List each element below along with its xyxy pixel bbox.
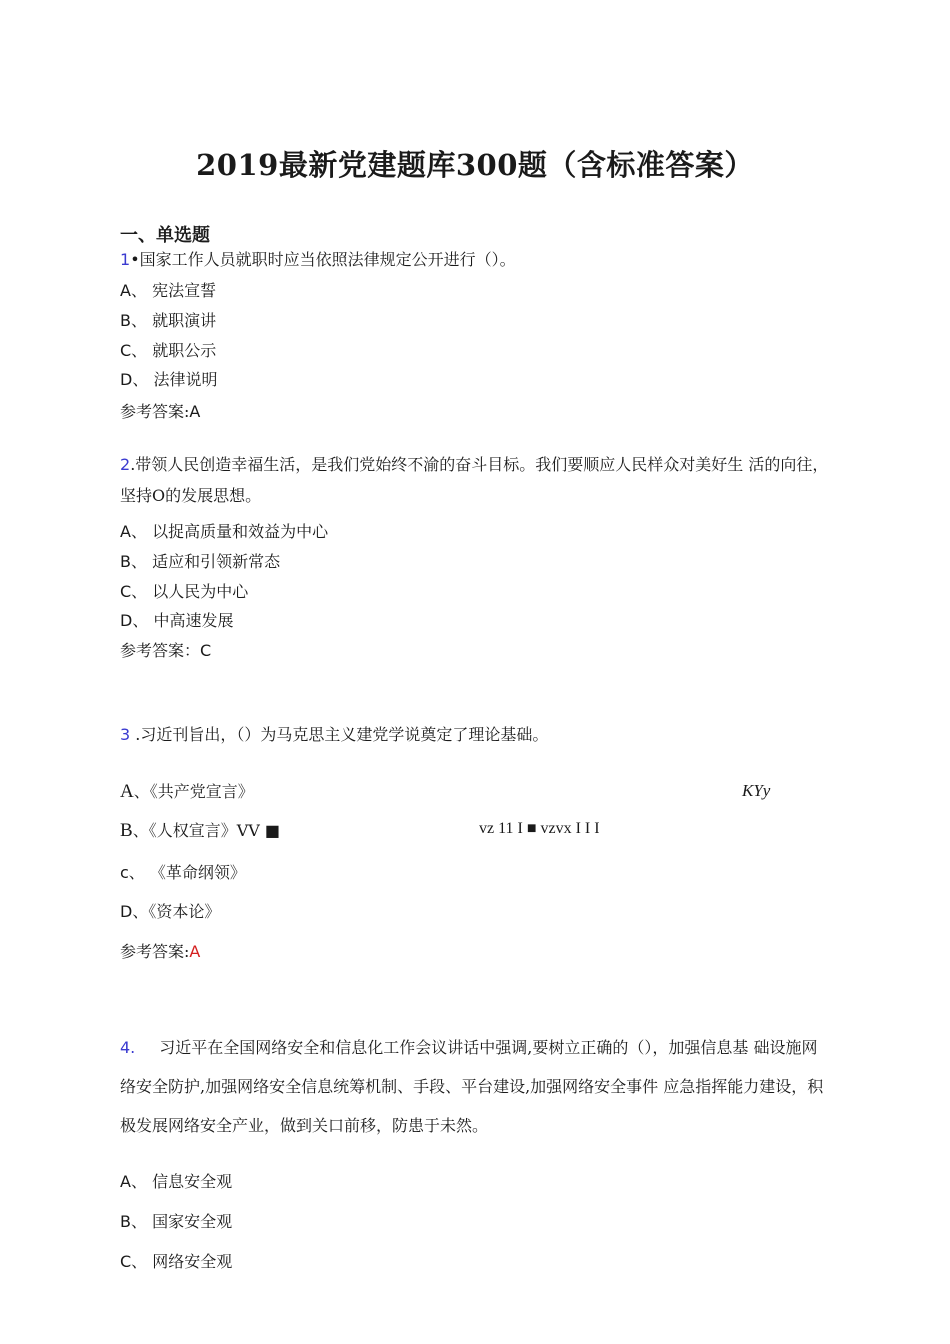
question-3-number: 3: [120, 725, 131, 744]
page-title: 2019最新党建题库300题（含标准答案）: [196, 148, 754, 182]
question-2-option-b: B、 适应和引领新常态: [120, 552, 281, 571]
question-2-answer-value: C: [200, 641, 212, 660]
question-1-bullet: •: [130, 250, 140, 269]
question-1-answer-value: A: [189, 402, 201, 421]
question-2-text: .带领人民创造幸福生活，是我们党始终不渝的奋斗目标。我们要顺应人民样众对美好生 活的向往，坚持O的发展思想。: [120, 455, 829, 505]
question-3-option-b: B、《人权宣言》VV ■: [120, 820, 281, 841]
question-3-noise-a: KYy: [742, 781, 771, 800]
question-2-option-d: D、 中高速发展: [120, 611, 234, 630]
question-1: [120, 247, 516, 270]
question-1-answer: 参考答案:A: [120, 402, 201, 421]
question-1-text: 国家工作人员就职时应当依照法律规定公开进行（）。: [139, 250, 516, 269]
question-1-option-c: C、 就职公示: [120, 341, 217, 360]
question-1-option-d: D、 法律说明: [120, 370, 218, 389]
question-4-text: 习近平在全国网络安全和信息化工作会议讲话中强调,要树立正确的（），加强信息基 础设施网络安全防护,加强网络安全信息统筹机制、手段、平台建设,加强网络安全事件 应急指挥能力建设，积极发展网络安全产业，做到关口前移，防患于未然。: [120, 1038, 824, 1135]
question-2-option-c: C、 以人民为中心: [120, 582, 249, 601]
question-4-number: 4.: [120, 1038, 136, 1057]
question-3-answer-value: A: [189, 942, 201, 961]
question-3-option-c: c、 《革命纲领》: [120, 863, 246, 882]
question-2-option-a: A、 以捉高质量和效益为中心: [120, 522, 329, 541]
question-2-answer: 参考答案：C: [120, 641, 212, 660]
question-3-noise-b: vz 11 I ■ vzvx I I I: [479, 820, 600, 837]
question-3-option-a: A、《共产党宣言》: [120, 781, 254, 802]
question-4-option-b: B、 国家安全观: [120, 1212, 233, 1231]
question-4: [120, 1028, 832, 1145]
section-heading: 一、单选题: [120, 225, 210, 246]
question-3-answer: 参考答案:A: [120, 942, 201, 961]
question-3-option-d: D、《资本论》: [120, 902, 221, 921]
question-2: [120, 449, 832, 511]
question-4-option-a: A、 信息安全观: [120, 1172, 233, 1191]
question-4-option-c: C、 网络安全观: [120, 1252, 233, 1271]
question-1-number: 1: [120, 250, 131, 269]
question-3: [120, 722, 548, 745]
question-1-option-b: B、 就职演讲: [120, 311, 217, 330]
question-2-number: 2: [120, 455, 131, 474]
question-3-text: .习近刊旨出，（）为马克思主义建党学说奠定了理论基础。: [135, 725, 549, 744]
question-1-option-a: A、 宪法宣誓: [120, 281, 217, 300]
